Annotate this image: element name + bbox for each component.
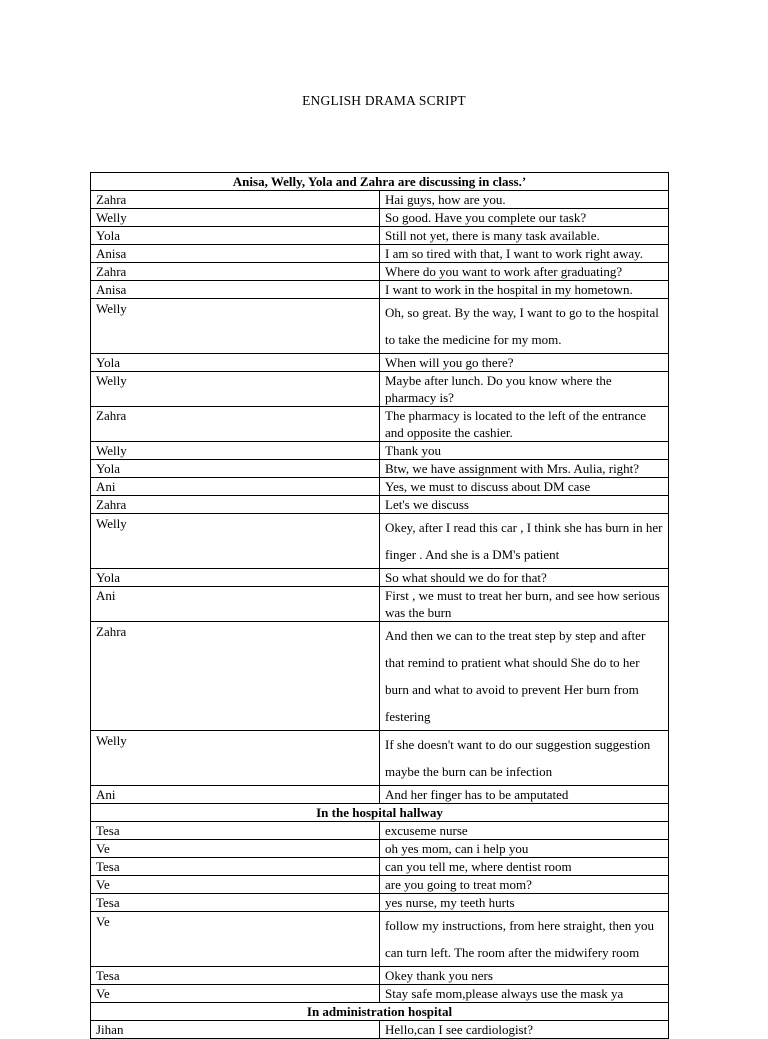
dialogue-line: excuseme nurse [380, 822, 669, 840]
dialogue-line: Where do you want to work after graduating? [380, 263, 669, 281]
dialogue-row [91, 354, 669, 372]
dialogue-line: I want to work in the hospital in my hometown. [380, 281, 669, 299]
dialogue-row [91, 876, 669, 894]
dialogue-line: Let's we discuss [380, 496, 669, 514]
dialogue-line: Maybe after lunch. Do you know where the pharmacy is? [380, 372, 669, 407]
dialogue-row [91, 840, 669, 858]
dialogue-line: Still not yet, there is many task available. [380, 227, 669, 245]
dialogue-line: Okey thank you ners [380, 967, 669, 985]
speaker-name: Zahra [91, 496, 380, 514]
dialogue-row [91, 281, 669, 299]
dialogue-row [91, 967, 669, 985]
speaker-name: Welly [91, 299, 380, 354]
dialogue-line: So good. Have you complete our task? [380, 209, 669, 227]
dialogue-row [91, 478, 669, 496]
scene-heading-row [91, 173, 669, 191]
dialogue-line: are you going to treat mom? [380, 876, 669, 894]
dialogue-row [91, 209, 669, 227]
speaker-name: Tesa [91, 967, 380, 985]
dialogue-line: So what should we do for that? [380, 569, 669, 587]
dialogue-row [91, 372, 669, 407]
dialogue-row [91, 731, 669, 786]
speaker-name: Ve [91, 876, 380, 894]
dialogue-line: The pharmacy is located to the left of the entrance and opposite the cashier. [380, 407, 669, 442]
speaker-name: Anisa [91, 245, 380, 263]
speaker-name: Ve [91, 840, 380, 858]
speaker-name: Jihan [91, 1021, 380, 1039]
speaker-name: Yola [91, 227, 380, 245]
scene-heading-row [91, 1003, 669, 1021]
dialogue-row [91, 1021, 669, 1039]
speaker-name: Tesa [91, 822, 380, 840]
dialogue-line: Okey, after I read this car , I think she has burn in her finger . And she is a DM's patient [380, 514, 669, 569]
dialogue-line: yes nurse, my teeth hurts [380, 894, 669, 912]
dialogue-line: Stay safe mom,please always use the mask ya [380, 985, 669, 1003]
speaker-name: Ve [91, 985, 380, 1003]
dialogue-row [91, 587, 669, 622]
dialogue-line: follow my instructions, from here straight, then you can turn left. The room after the midwifery room [380, 912, 669, 967]
dialogue-row [91, 245, 669, 263]
dialogue-line: Btw, we have assignment with Mrs. Aulia, right? [380, 460, 669, 478]
dialogue-line: Thank you [380, 442, 669, 460]
speaker-name: Yola [91, 354, 380, 372]
script-table-body [91, 173, 669, 1039]
dialogue-row [91, 622, 669, 731]
dialogue-line: And then we can to the treat step by step and after that remind to pratient what should She do to her burn and what to avoid to prevent Her burn from festering [380, 622, 669, 731]
dialogue-line: Hai guys, how are you. [380, 191, 669, 209]
speaker-name: Ani [91, 587, 380, 622]
speaker-name: Anisa [91, 281, 380, 299]
dialogue-line: When will you go there? [380, 354, 669, 372]
dialogue-line: can you tell me, where dentist room [380, 858, 669, 876]
dialogue-row [91, 407, 669, 442]
speaker-name: Tesa [91, 858, 380, 876]
dialogue-row [91, 299, 669, 354]
dialogue-line: Yes, we must to discuss about DM case [380, 478, 669, 496]
dialogue-row [91, 894, 669, 912]
dialogue-row [91, 442, 669, 460]
dialogue-line: Oh, so great. By the way, I want to go to the hospital to take the medicine for my mom. [380, 299, 669, 354]
speaker-name: Welly [91, 372, 380, 407]
scene-heading: In the hospital hallway [91, 804, 669, 822]
scene-heading-row [91, 804, 669, 822]
speaker-name: Zahra [91, 191, 380, 209]
dialogue-row [91, 822, 669, 840]
dialogue-row [91, 460, 669, 478]
speaker-name: Welly [91, 209, 380, 227]
dialogue-line: oh yes mom, can i help you [380, 840, 669, 858]
speaker-name: Zahra [91, 622, 380, 731]
dialogue-row [91, 496, 669, 514]
dialogue-row [91, 191, 669, 209]
dialogue-line: If she doesn't want to do our suggestion suggestion maybe the burn can be infection [380, 731, 669, 786]
speaker-name: Welly [91, 514, 380, 569]
dialogue-row [91, 912, 669, 967]
dialogue-row [91, 985, 669, 1003]
dialogue-row [91, 569, 669, 587]
speaker-name: Zahra [91, 263, 380, 281]
dialogue-line: First , we must to treat her burn, and see how serious was the burn [380, 587, 669, 622]
dialogue-line: I am so tired with that, I want to work right away. [380, 245, 669, 263]
speaker-name: Yola [91, 460, 380, 478]
script-table [90, 172, 669, 1039]
page-title: ENGLISH DRAMA SCRIPT [302, 93, 466, 108]
speaker-name: Yola [91, 569, 380, 587]
speaker-name: Tesa [91, 894, 380, 912]
speaker-name: Ve [91, 912, 380, 967]
speaker-name: Welly [91, 731, 380, 786]
dialogue-row [91, 858, 669, 876]
dialogue-row [91, 263, 669, 281]
speaker-name: Zahra [91, 407, 380, 442]
speaker-name: Ani [91, 786, 380, 804]
speaker-name: Ani [91, 478, 380, 496]
dialogue-row [91, 514, 669, 569]
scene-heading: Anisa, Welly, Yola and Zahra are discussing in class.’ [91, 173, 669, 191]
dialogue-line: Hello,can I see cardiologist? [380, 1021, 669, 1039]
dialogue-row [91, 786, 669, 804]
dialogue-line: And her finger has to be amputated [380, 786, 669, 804]
dialogue-row [91, 227, 669, 245]
speaker-name: Welly [91, 442, 380, 460]
scene-heading: In administration hospital [91, 1003, 669, 1021]
